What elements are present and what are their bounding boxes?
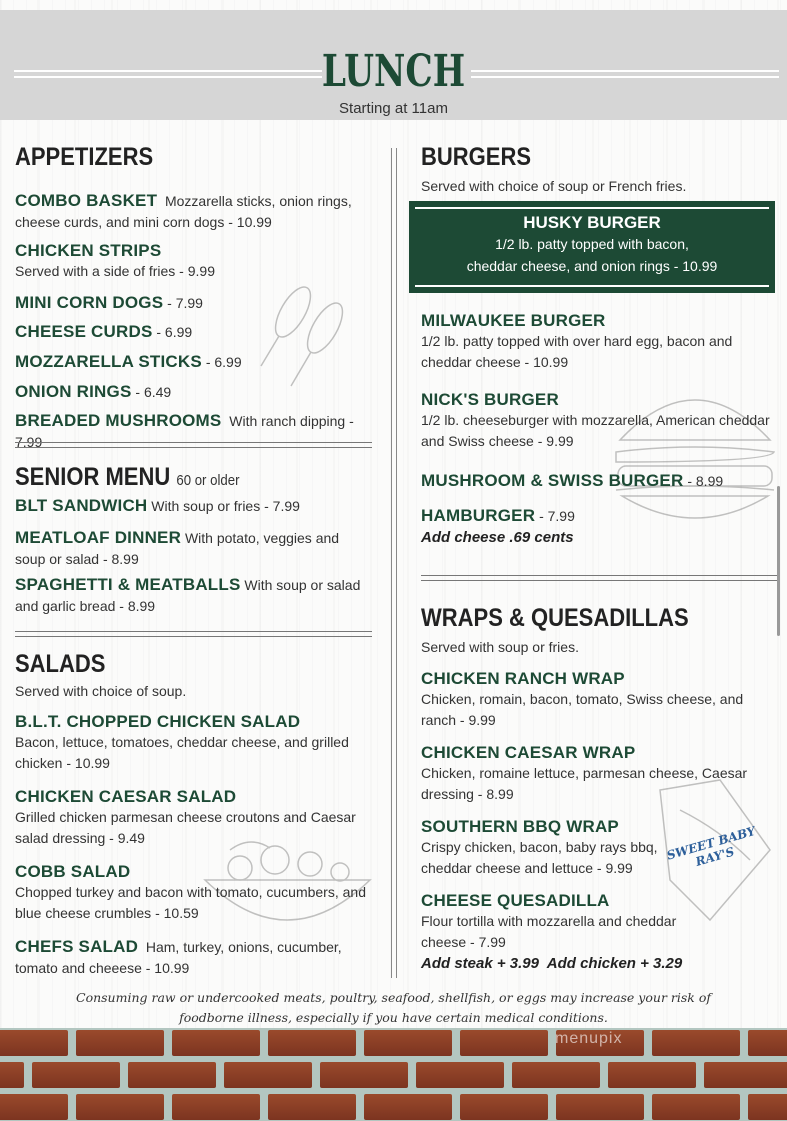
menu-item: ONION RINGS - 6.49 xyxy=(15,382,172,401)
section-divider xyxy=(15,442,372,448)
featured-husky-burger xyxy=(409,201,775,293)
section-divider xyxy=(421,575,778,581)
menu-item: CHICKEN CAESAR WRAP Chicken, romaine lettuce, parmesan cheese, Caesar dressing - 8.99 xyxy=(421,743,748,802)
menu-item: COMBO BASKET Mozzarella sticks, onion rings, cheese curds, and mini corn dogs - 10.99 xyxy=(15,191,352,230)
burgers-section xyxy=(421,143,781,172)
column-divider xyxy=(391,148,397,978)
menu-item: CHICKEN STRIPS Served with a side of fries - 9.99 xyxy=(15,241,215,279)
section-divider xyxy=(15,631,372,637)
menu-item: MINI CORN DOGS - 7.99 xyxy=(15,293,203,312)
senior-section xyxy=(15,463,370,492)
menu-item: HAMBURGER - 7.99 Add cheese .69 cents xyxy=(421,506,575,546)
scrollbar[interactable] xyxy=(777,486,780,636)
featured-desc-line2: cheddar cheese, and onion rings - 10.99 xyxy=(466,258,718,274)
brick-wall-footer xyxy=(0,1028,787,1121)
menu-item: MOZZARELLA STICKS - 6.99 xyxy=(15,352,242,371)
menu-item: CHICKEN RANCH WRAP Chicken, romain, bacon, tomato, Swiss cheese, and ranch - 9.99 xyxy=(421,669,744,728)
salads-note: Served with choice of soup. xyxy=(15,683,187,699)
menu-item: CHEESE QUESADILLA Flour tortilla with mozzarella and cheddar cheese - 7.99 Add steak + 3.99 Add chicken + 3.29 xyxy=(421,891,683,972)
wraps-section xyxy=(421,604,781,633)
sweet-baby-rays-logo: SWEET BABY RAY'S xyxy=(665,823,757,869)
page-subtitle: Starting at 11am xyxy=(339,100,448,117)
wraps-note: Served with soup or fries. xyxy=(421,639,579,655)
salads-section xyxy=(15,650,370,679)
menu-item: MEATLOAF DINNER With potato, veggies and soup or salad - 8.99 xyxy=(15,528,340,567)
menu-item: NICK'S BURGER 1/2 lb. cheeseburger with mozzarella, American cheddar and Swiss cheese - 9.99 xyxy=(421,390,770,449)
menu-item: MUSHROOM & SWISS BURGER - 8.99 xyxy=(421,471,724,490)
burgers-heading: BURGERS xyxy=(421,143,532,171)
appetizers-section xyxy=(15,143,370,172)
menu-item: B.L.T. CHOPPED CHICKEN SALAD Bacon, lettuce, tomatoes, cheddar cheese, and grilled chicken - 10.99 xyxy=(15,712,349,771)
menu-item: BREADED MUSHROOMS With ranch dipping - 7.99 xyxy=(15,411,354,450)
page-title: LUNCH xyxy=(321,46,466,97)
brick-row xyxy=(0,1094,787,1120)
wraps-heading: WRAPS & QUESADILLAS xyxy=(421,604,689,632)
menu-item: SPAGHETTI & MEATBALLS With soup or salad and garlic bread - 8.99 xyxy=(15,575,361,614)
food-safety-disclaimer: Consuming raw or undercooked meats, poultry, seafood, shellfish, or eggs may increase your risk of foodborne illness, especially if you have certain medical conditions. xyxy=(76,990,711,1025)
senior-heading: SENIOR MENU 60 or older xyxy=(15,463,240,491)
watermark: menupix xyxy=(555,1030,623,1047)
burgers-note: Served with choice of soup or French fries. xyxy=(421,178,687,194)
menu-item: COBB SALAD Chopped turkey and bacon with tomato, cucumbers, and blue cheese crumbles - 10.59 xyxy=(15,862,366,921)
menu-item: SOUTHERN BBQ WRAP Crispy chicken, bacon, baby rays bbq, cheddar cheese and lettuce - 9.99 xyxy=(421,817,658,876)
menu-item: CHEFS SALAD Ham, turkey, onions, cucumber, tomato and cheeese - 10.99 xyxy=(15,937,342,976)
menu-item: MILWAUKEE BURGER 1/2 lb. patty topped with over hard egg, bacon and cheddar cheese - 10.99 xyxy=(421,311,733,370)
appetizers-heading: APPETIZERS xyxy=(15,143,154,171)
salads-heading: SALADS xyxy=(15,650,106,678)
featured-desc-line1: 1/2 lb. patty topped with bacon, xyxy=(495,236,689,252)
menu-item: CHEESE CURDS - 6.99 xyxy=(15,322,193,341)
brick-row xyxy=(0,1030,787,1056)
featured-frame xyxy=(415,207,769,287)
menu-item: CHICKEN CAESAR SALAD Grilled chicken parmesan cheese croutons and Caesar salad dressing - 9.49 xyxy=(15,787,356,846)
featured-name: HUSKY BURGER xyxy=(523,213,661,232)
menu-item: BLT SANDWICH With soup or fries - 7.99 xyxy=(15,496,300,515)
brick-row xyxy=(0,1062,787,1088)
